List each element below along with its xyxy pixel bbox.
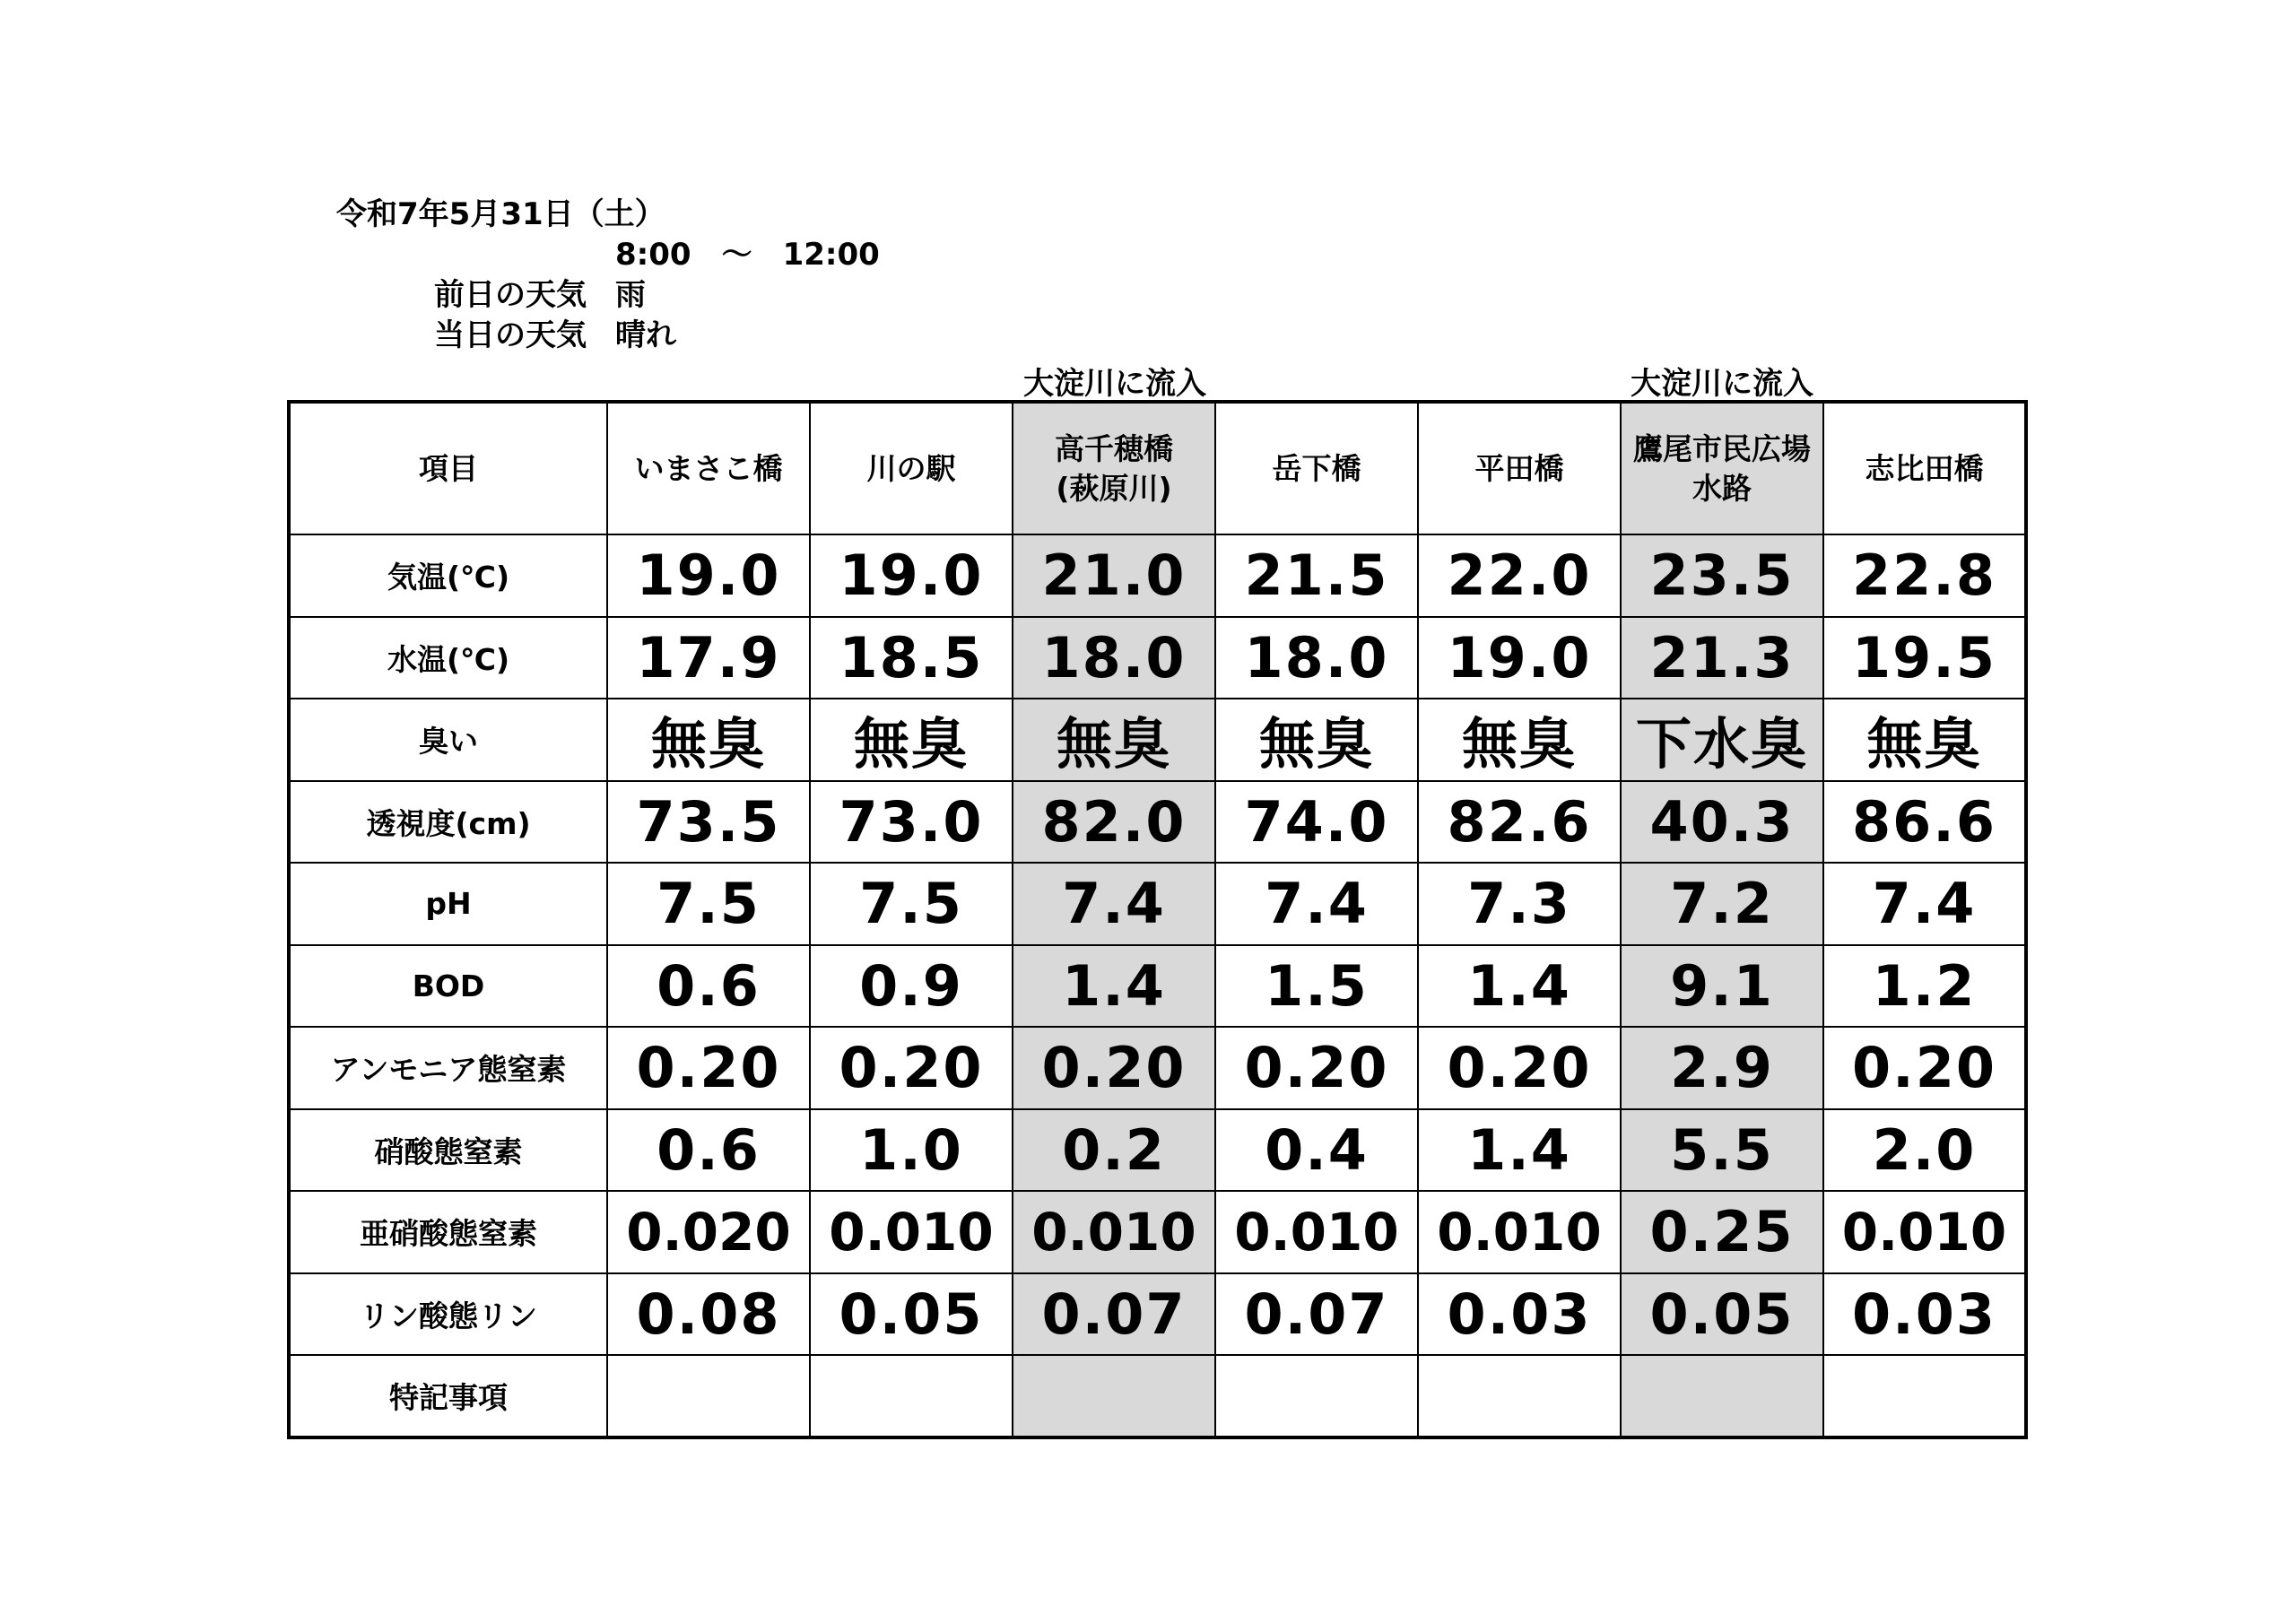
table-row [289, 1027, 2026, 1109]
table-cell: 無臭 [810, 699, 1013, 781]
table-cell: 0.6 [607, 945, 810, 1028]
table-row [289, 1109, 2026, 1192]
table-cell: 0.07 [1215, 1273, 1418, 1356]
prev-weather-value: 雨 [615, 277, 646, 313]
row-label: BOD [289, 945, 607, 1028]
table-cell: 40.3 [1621, 781, 1823, 864]
table-cell: 0.20 [1013, 1027, 1215, 1109]
table-cell: 0.07 [1013, 1273, 1215, 1356]
table-cell: 0.08 [607, 1273, 810, 1356]
row-label: 透視度(cm) [289, 781, 607, 864]
table-cell: 73.5 [607, 781, 810, 864]
table-row [289, 863, 2026, 945]
table-cell: 0.20 [810, 1027, 1013, 1109]
table-cell: 0.05 [1621, 1273, 1823, 1356]
water-quality-table [287, 400, 2028, 1439]
inflow-note-takachiho: 大淀川に流入 [1023, 366, 1206, 402]
column-header: いまさこ橋 [607, 402, 810, 534]
inflow-note-takao: 大淀川に流入 [1631, 366, 1813, 402]
table-cell: 無臭 [1418, 699, 1621, 781]
table-cell: 0.25 [1621, 1191, 1823, 1273]
today-weather-value: 晴れ [615, 317, 676, 353]
table-cell: 1.0 [810, 1109, 1013, 1192]
table-cell: 0.03 [1418, 1273, 1621, 1356]
survey-date: 令和7年5月31日（土） [336, 196, 665, 232]
table-cell: 86.6 [1823, 781, 2026, 864]
table-cell: 0.05 [810, 1273, 1013, 1356]
table-cell: 18.0 [1215, 617, 1418, 699]
table-cell: 19.0 [1418, 617, 1621, 699]
table-row [289, 699, 2026, 781]
table-row [289, 945, 2026, 1028]
row-label: リン酸態リン [289, 1273, 607, 1356]
table-cell: 73.0 [810, 781, 1013, 864]
table-cell: 7.4 [1215, 863, 1418, 945]
table-cell: 18.5 [810, 617, 1013, 699]
table-cell: 7.5 [607, 863, 810, 945]
table-cell: 無臭 [1215, 699, 1418, 781]
table-cell: 7.4 [1013, 863, 1215, 945]
table-cell: 0.03 [1823, 1273, 2026, 1356]
table-cell: 0.6 [607, 1109, 810, 1192]
table-cell: 21.5 [1215, 534, 1418, 617]
column-header: 高千穂橋 (萩原川) [1013, 402, 1215, 534]
table-cell: 1.4 [1418, 1109, 1621, 1192]
table-row [289, 1355, 2026, 1437]
row-label: 水温(℃) [289, 617, 607, 699]
table-cell: 7.3 [1418, 863, 1621, 945]
table-cell: 21.0 [1013, 534, 1215, 617]
row-label: 気温(℃) [289, 534, 607, 617]
table-cell: 21.3 [1621, 617, 1823, 699]
table-cell: 22.0 [1418, 534, 1621, 617]
table-cell: 0.010 [810, 1191, 1013, 1273]
table-cell: 1.5 [1215, 945, 1418, 1028]
table-cell: 22.8 [1823, 534, 2026, 617]
table-cell: 0.9 [810, 945, 1013, 1028]
table-row [289, 1191, 2026, 1273]
table-cell: 82.6 [1418, 781, 1621, 864]
table-cell: 無臭 [1013, 699, 1215, 781]
table-cell: 0.4 [1215, 1109, 1418, 1192]
row-label: pH [289, 863, 607, 945]
column-header: 川の駅 [810, 402, 1013, 534]
table-cell: 19.5 [1823, 617, 2026, 699]
column-header: 志比田橋 [1823, 402, 2026, 534]
table-cell: 17.9 [607, 617, 810, 699]
table-cell: 7.2 [1621, 863, 1823, 945]
table-cell [1823, 1355, 2026, 1437]
prev-weather-label: 前日の天気 [434, 277, 587, 313]
table-cell: 下水臭 [1621, 699, 1823, 781]
table-cell [1013, 1355, 1215, 1437]
table-cell [607, 1355, 810, 1437]
table-cell: 19.0 [810, 534, 1013, 617]
table-cell: 0.2 [1013, 1109, 1215, 1192]
table-row [289, 617, 2026, 699]
table-cell: 0.010 [1823, 1191, 2026, 1273]
table-row [289, 534, 2026, 617]
table-cell: 1.2 [1823, 945, 2026, 1028]
table-cell: 19.0 [607, 534, 810, 617]
table-cell: 2.0 [1823, 1109, 2026, 1192]
table-cell: 0.20 [607, 1027, 810, 1109]
table-cell: 74.0 [1215, 781, 1418, 864]
row-label: アンモニア態窒素 [289, 1027, 607, 1109]
table-cell: 0.010 [1013, 1191, 1215, 1273]
table-cell: 18.0 [1013, 617, 1215, 699]
today-weather-label: 当日の天気 [434, 317, 587, 353]
table-cell: 23.5 [1621, 534, 1823, 617]
row-label: 特記事項 [289, 1355, 607, 1437]
table-cell: 0.010 [1418, 1191, 1621, 1273]
table-cell: 0.010 [1215, 1191, 1418, 1273]
column-header: 鷹尾市民広場 水路 [1621, 402, 1823, 534]
table-row [289, 781, 2026, 864]
survey-time: 8:00 ～ 12:00 [615, 237, 880, 273]
table-cell: 82.0 [1013, 781, 1215, 864]
table-cell: 0.20 [1418, 1027, 1621, 1109]
table-cell: 0.20 [1823, 1027, 2026, 1109]
table-cell: 9.1 [1621, 945, 1823, 1028]
table-cell: 無臭 [1823, 699, 2026, 781]
table-cell: 無臭 [607, 699, 810, 781]
table-cell: 1.4 [1418, 945, 1621, 1028]
table-cell [810, 1355, 1013, 1437]
table-cell: 7.5 [810, 863, 1013, 945]
table-cell: 1.4 [1013, 945, 1215, 1028]
header-corner: 項目 [289, 402, 607, 534]
table-cell: 2.9 [1621, 1027, 1823, 1109]
row-label: 亜硝酸態窒素 [289, 1191, 607, 1273]
column-header: 岳下橋 [1215, 402, 1418, 534]
table-cell: 0.20 [1215, 1027, 1418, 1109]
table-cell: 0.020 [607, 1191, 810, 1273]
table-cell [1621, 1355, 1823, 1437]
table-cell: 5.5 [1621, 1109, 1823, 1192]
table-cell [1418, 1355, 1621, 1437]
row-label: 臭い [289, 699, 607, 781]
row-label: 硝酸態窒素 [289, 1109, 607, 1192]
table-header-row [289, 402, 2026, 534]
column-header: 平田橋 [1418, 402, 1621, 534]
table-cell [1215, 1355, 1418, 1437]
table-cell: 7.4 [1823, 863, 2026, 945]
table-row [289, 1273, 2026, 1356]
